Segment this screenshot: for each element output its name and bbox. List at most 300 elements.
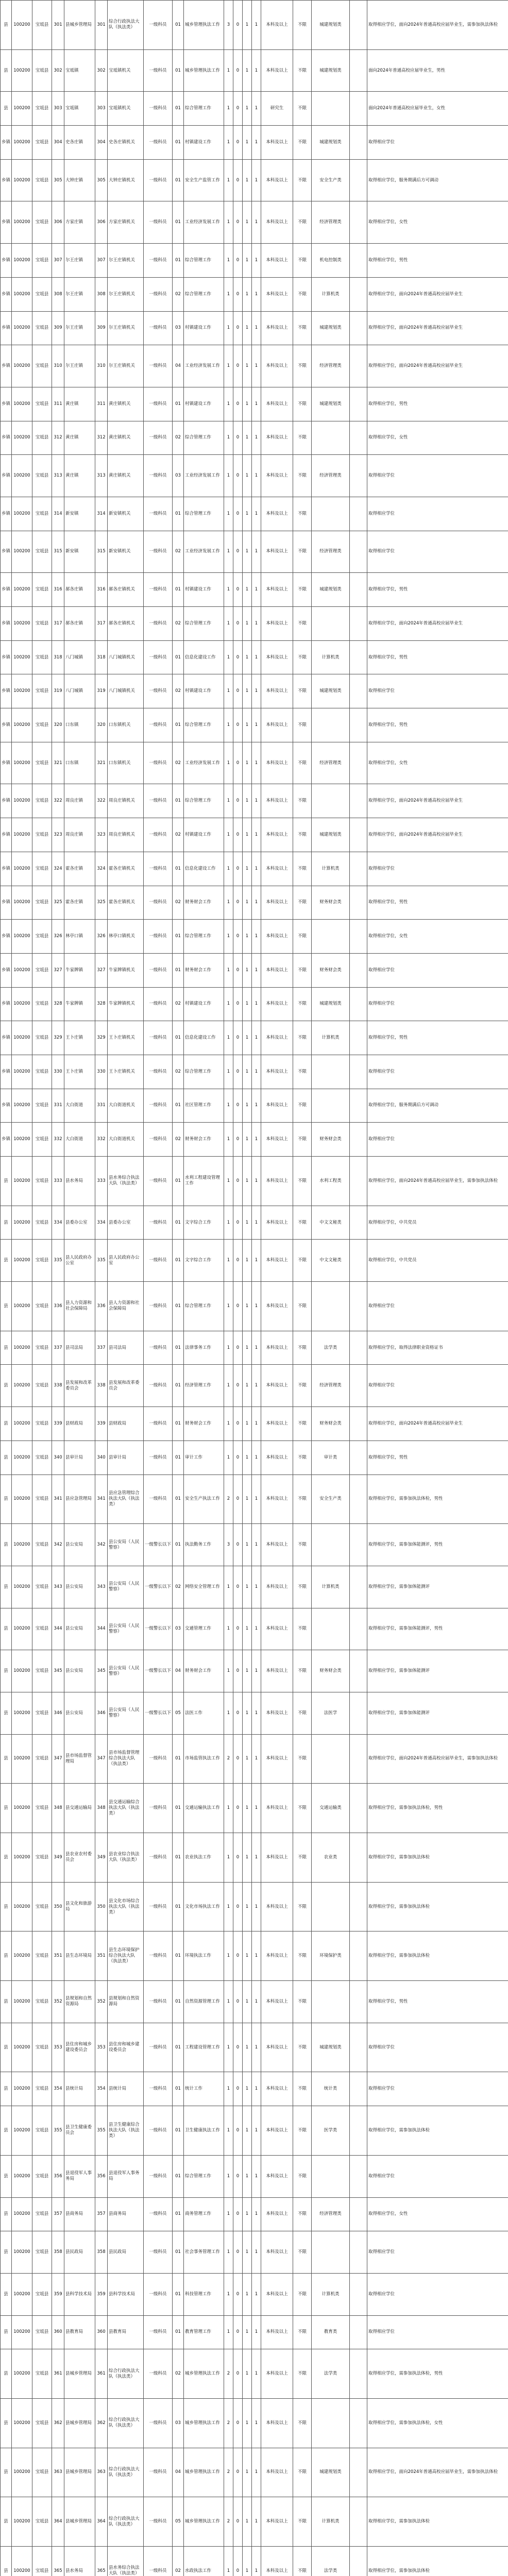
table-cell: 本科及以上 xyxy=(261,2448,293,2497)
table-cell: 取得相应学位，需参加体能测评，男性 xyxy=(367,1608,508,1650)
table-cell xyxy=(350,201,367,244)
table-cell: 1 xyxy=(224,2023,233,2072)
table-cell: 县 xyxy=(1,2349,12,2399)
table-cell: 大白街道 xyxy=(64,1089,95,1123)
table-cell: 1 xyxy=(252,2547,261,2576)
table-cell: 县 xyxy=(1,1734,12,1784)
table-cell: 1 xyxy=(252,1282,261,1331)
table-cell: 100200 xyxy=(12,1734,32,1784)
table-row xyxy=(1,1440,508,1475)
table-cell: 取得相应学位，需参加体能测评 xyxy=(367,1692,508,1734)
table-cell xyxy=(350,2106,367,2156)
table-cell: 取得相应学位，需参加体能测评 xyxy=(367,1650,508,1692)
table-cell: 304 xyxy=(52,126,64,160)
table-cell: 本科及以上 xyxy=(261,1123,293,1157)
table-cell: 本科及以上 xyxy=(261,1734,293,1784)
table-cell: 1 xyxy=(243,2023,252,2072)
table-cell: 宝坻县 xyxy=(32,640,52,674)
table-cell: 346 xyxy=(95,1692,108,1734)
table-cell: 1 xyxy=(252,421,261,455)
table-cell: 取得相应学位，面向2024年普通高校应届毕业生 xyxy=(367,607,508,641)
table-cell: 不限 xyxy=(293,277,312,311)
table-cell: 1 xyxy=(243,1407,252,1441)
table-cell: 1 xyxy=(243,1089,252,1123)
table-cell: 0 xyxy=(233,277,243,311)
table-cell: 取得相应学位，取得法律职业资格证书 xyxy=(367,1331,508,1365)
table-cell: 322 xyxy=(95,784,108,818)
table-cell xyxy=(350,1206,367,1240)
table-cell: 不限 xyxy=(293,2273,312,2315)
table-cell: 不限 xyxy=(293,1650,312,1692)
table-cell: 乡镇 xyxy=(1,573,12,607)
table-cell: 323 xyxy=(95,818,108,852)
table-cell: 一级科员 xyxy=(144,2072,173,2106)
table-cell: 审计工作 xyxy=(184,1440,224,1475)
table-cell: 乡镇 xyxy=(1,1021,12,1055)
table-cell: 1 xyxy=(224,201,233,244)
table-cell: 100200 xyxy=(12,2106,32,2156)
table-cell: 0 xyxy=(233,1157,243,1206)
table-cell: 县 xyxy=(1,2023,12,2072)
table-cell: 口东镇机关 xyxy=(108,708,144,742)
table-cell: 县 xyxy=(1,1566,12,1608)
table-cell: 327 xyxy=(52,953,64,987)
table-cell: 县 xyxy=(1,2231,12,2274)
table-cell: 乡镇 xyxy=(1,920,12,954)
table-cell: 1 xyxy=(224,1440,233,1475)
table-cell: 史各庄镇 xyxy=(64,126,95,160)
table-cell: 349 xyxy=(52,1833,64,1883)
table-cell: 01 xyxy=(173,1,184,50)
table-cell: 城建规划类 xyxy=(312,49,350,92)
table-cell: 365 xyxy=(52,2547,64,2576)
table-cell: 宝坻县 xyxy=(32,1123,52,1157)
table-row xyxy=(1,92,508,126)
table-cell: 一级科员 xyxy=(144,920,173,954)
table-cell: 1 xyxy=(243,1784,252,1833)
table-cell: 100200 xyxy=(12,1882,32,1931)
table-cell xyxy=(350,1981,367,2023)
table-cell: 0 xyxy=(233,2349,243,2399)
table-cell: 1 xyxy=(252,1650,261,1692)
table-cell: 01 xyxy=(173,1734,184,1784)
table-cell xyxy=(350,2398,367,2448)
table-cell: 1 xyxy=(252,1055,261,1089)
table-cell: 1 xyxy=(252,1440,261,1475)
table-cell: 不限 xyxy=(293,201,312,244)
table-cell: 1 xyxy=(252,2231,261,2274)
table-cell: 317 xyxy=(95,607,108,641)
table-cell: 1 xyxy=(243,387,252,421)
table-cell: 财务财会工作 xyxy=(184,953,224,987)
table-cell: 县公安局 xyxy=(64,1608,95,1650)
table-cell: 乡镇 xyxy=(1,818,12,852)
table-cell: 1 xyxy=(243,2106,252,2156)
table-cell: 100200 xyxy=(12,1123,32,1157)
table-cell: 1 xyxy=(252,818,261,852)
table-cell: 331 xyxy=(95,1089,108,1123)
table-cell: 村镇建设工作 xyxy=(184,311,224,345)
table-cell: 牛家牌镇 xyxy=(64,953,95,987)
table-row xyxy=(1,126,508,160)
table-cell: 县公安局 xyxy=(64,1566,95,1608)
table-cell: 02 xyxy=(173,1055,184,1089)
table-cell: 346 xyxy=(52,1692,64,1734)
table-cell: 乡镇 xyxy=(1,886,12,920)
table-cell: 1 xyxy=(243,1608,252,1650)
table-cell: 2 xyxy=(224,2448,233,2497)
table-cell: 财务财会工作 xyxy=(184,1650,224,1692)
table-cell: 环境保护类 xyxy=(312,1931,350,1981)
table-cell: 100200 xyxy=(12,1365,32,1407)
table-cell: 黄庄镇 xyxy=(64,421,95,455)
table-cell: 县 xyxy=(1,2155,12,2197)
table-cell: 100200 xyxy=(12,1055,32,1089)
table-cell: 不限 xyxy=(293,421,312,455)
table-cell: 一级科员 xyxy=(144,1475,173,1524)
table-cell: 100200 xyxy=(12,92,32,126)
table-cell: 3 xyxy=(224,1,233,50)
table-cell: 宝坻县 xyxy=(32,2106,52,2156)
table-cell: 332 xyxy=(95,1123,108,1157)
table-cell: 01 xyxy=(173,1407,184,1441)
table-row xyxy=(1,1089,508,1123)
table-cell: 取得相应学位 xyxy=(367,987,508,1021)
table-cell: 100200 xyxy=(12,1692,32,1734)
table-cell: 342 xyxy=(95,1524,108,1566)
table-cell: 黄庄镇 xyxy=(64,455,95,497)
table-cell: 1 xyxy=(243,640,252,674)
table-cell: 1 xyxy=(252,1407,261,1441)
table-cell: 02 xyxy=(173,1123,184,1157)
table-cell: 330 xyxy=(95,1055,108,1089)
table-cell: 综合管理工作 xyxy=(184,421,224,455)
table-cell: 1 xyxy=(243,573,252,607)
table-cell xyxy=(350,1089,367,1123)
table-cell: 一级科员 xyxy=(144,742,173,784)
table-cell: 0 xyxy=(233,497,243,531)
table-cell: 1 xyxy=(252,1981,261,2023)
table-cell: 郝各庄镇 xyxy=(64,607,95,641)
table-cell: 1 xyxy=(224,2231,233,2274)
table-cell: 1 xyxy=(243,1692,252,1734)
table-cell: 综合管理工作 xyxy=(184,1055,224,1089)
table-cell: 100200 xyxy=(12,201,32,244)
table-cell: 0 xyxy=(233,2273,243,2315)
table-cell xyxy=(350,1,367,50)
table-cell: 县统计局 xyxy=(108,2072,144,2106)
table-cell xyxy=(350,1692,367,1734)
table-cell xyxy=(350,1440,367,1475)
table-cell xyxy=(350,1650,367,1692)
table-cell: 03 xyxy=(173,1608,184,1650)
table-cell: 343 xyxy=(95,1566,108,1608)
table-cell: 1 xyxy=(252,531,261,573)
table-cell: 1 xyxy=(252,201,261,244)
table-cell xyxy=(312,421,350,455)
table-cell: 1 xyxy=(252,784,261,818)
table-cell: 县 xyxy=(1,2273,12,2315)
table-cell xyxy=(350,742,367,784)
table-cell: 322 xyxy=(52,784,64,818)
table-cell: 信息化建设工作 xyxy=(184,1021,224,1055)
table-cell: 不限 xyxy=(293,2448,312,2497)
table-cell: 01 xyxy=(173,1021,184,1055)
table-cell: 经济管理类 xyxy=(312,742,350,784)
table-cell xyxy=(312,607,350,641)
table-cell: 01 xyxy=(173,784,184,818)
table-cell: 一级科员 xyxy=(144,2547,173,2576)
table-row xyxy=(1,1206,508,1240)
table-cell: 本科及以上 xyxy=(261,497,293,531)
table-cell xyxy=(312,2398,350,2448)
table-cell: 100200 xyxy=(12,2497,32,2547)
table-cell: 法学类 xyxy=(312,1331,350,1365)
table-cell: 新安镇 xyxy=(64,531,95,573)
table-cell: 1 xyxy=(252,1882,261,1931)
table-cell: 县农业农村委员会 xyxy=(64,1833,95,1883)
table-cell: 取得相应学位，需参加体能测评，男性 xyxy=(367,1524,508,1566)
table-cell: 取得相应学位 xyxy=(367,497,508,531)
table-cell: 324 xyxy=(95,852,108,886)
table-cell: 宝坻县 xyxy=(32,573,52,607)
table-cell: 大钟庄镇 xyxy=(64,159,95,201)
table-cell: 本科及以上 xyxy=(261,1240,293,1282)
table-cell: 02 xyxy=(173,277,184,311)
table-cell: 牛家牌镇 xyxy=(64,987,95,1021)
table-cell: 综合行政执法大队（执法类） xyxy=(108,2448,144,2497)
table-row xyxy=(1,708,508,742)
table-row xyxy=(1,2197,508,2231)
table-cell: 1 xyxy=(252,497,261,531)
table-cell: 一级科员 xyxy=(144,455,173,497)
table-cell: 乡镇 xyxy=(1,1055,12,1089)
table-cell: 01 xyxy=(173,1240,184,1282)
table-cell: 一级科员 xyxy=(144,2273,173,2315)
table-cell: 305 xyxy=(52,159,64,201)
table-cell: 县发展和改革委员会 xyxy=(64,1365,95,1407)
table-cell xyxy=(350,640,367,674)
table-cell: 县退役军人事务局 xyxy=(108,2155,144,2197)
table-cell: 经济管理类 xyxy=(312,2197,350,2231)
table-cell: 313 xyxy=(52,455,64,497)
table-cell: 1 xyxy=(243,987,252,1021)
table-cell: 宝坻县 xyxy=(32,311,52,345)
table-cell: 安全生产类 xyxy=(312,159,350,201)
table-cell: 01 xyxy=(173,920,184,954)
table-cell: 326 xyxy=(95,920,108,954)
table-cell: 县城乡管理局 xyxy=(64,1,95,50)
table-cell: 100200 xyxy=(12,497,32,531)
table-cell: 宝坻县 xyxy=(32,1833,52,1883)
table-cell: 取得相应学位 xyxy=(367,1055,508,1089)
table-cell: 1 xyxy=(224,1055,233,1089)
table-cell: 1 xyxy=(252,2106,261,2156)
table-cell: 本科及以上 xyxy=(261,1089,293,1123)
table-cell: 村镇建设工作 xyxy=(184,387,224,421)
table-cell: 01 xyxy=(173,2023,184,2072)
table-cell: 法医学 xyxy=(312,1692,350,1734)
table-cell: 周良庄镇 xyxy=(64,784,95,818)
table-cell: 取得相应学位 xyxy=(367,953,508,987)
table-cell: 本科及以上 xyxy=(261,1931,293,1981)
table-cell: 县市场监督管理局 xyxy=(64,1734,95,1784)
table-cell: 1 xyxy=(243,1365,252,1407)
table-cell: 财务财会类 xyxy=(312,1650,350,1692)
table-cell: 1 xyxy=(252,2398,261,2448)
table-cell: 不限 xyxy=(293,455,312,497)
table-cell: 100200 xyxy=(12,2197,32,2231)
table-cell: 329 xyxy=(95,1021,108,1055)
table-cell: 357 xyxy=(52,2197,64,2231)
table-cell: 县卫生健康综合执法大队（执法类） xyxy=(108,2106,144,2156)
table-row xyxy=(1,1882,508,1931)
table-cell: 3 xyxy=(224,1524,233,1566)
table-cell: 宝坻县 xyxy=(32,708,52,742)
table-cell: 100200 xyxy=(12,2349,32,2399)
table-cell: 不限 xyxy=(293,92,312,126)
table-cell: 八门城镇机关 xyxy=(108,640,144,674)
table-row xyxy=(1,244,508,278)
table-cell: 乡镇 xyxy=(1,345,12,387)
table-cell: 乡镇 xyxy=(1,1123,12,1157)
table-cell: 321 xyxy=(95,742,108,784)
table-cell: 宝坻县 xyxy=(32,2497,52,2547)
table-row xyxy=(1,1123,508,1157)
table-cell: 信息化建设工作 xyxy=(184,852,224,886)
table-cell: 乡镇 xyxy=(1,421,12,455)
table-cell: 0 xyxy=(233,126,243,160)
table-cell: 0 xyxy=(233,2106,243,2156)
table-cell: 县公安局 xyxy=(64,1650,95,1692)
table-cell: 县 xyxy=(1,2398,12,2448)
table-cell: 县 xyxy=(1,2497,12,2547)
table-cell: 综合管理工作 xyxy=(184,2155,224,2197)
table-cell: 综合管理工作 xyxy=(184,1282,224,1331)
table-cell: 教育类 xyxy=(312,2315,350,2349)
table-cell: 不限 xyxy=(293,1365,312,1407)
table-cell: 不限 xyxy=(293,159,312,201)
table-cell: 1 xyxy=(224,1833,233,1883)
table-cell: 100200 xyxy=(12,852,32,886)
table-cell: 100200 xyxy=(12,277,32,311)
table-cell xyxy=(312,1524,350,1566)
table-cell: 1 xyxy=(243,1440,252,1475)
table-cell: 一级科员 xyxy=(144,1206,173,1240)
table-cell: 不限 xyxy=(293,1331,312,1365)
table-cell: 05 xyxy=(173,2497,184,2547)
table-cell: 宝坻县 xyxy=(32,953,52,987)
table-cell: 1 xyxy=(224,708,233,742)
table-row xyxy=(1,2547,508,2576)
table-cell: 宝坻县 xyxy=(32,421,52,455)
table-cell: 县 xyxy=(1,1692,12,1734)
table-cell: 一级科员 xyxy=(144,311,173,345)
table-cell: 乡镇 xyxy=(1,607,12,641)
table-cell: 01 xyxy=(173,2072,184,2106)
table-cell: 工业经济发展工作 xyxy=(184,455,224,497)
table-cell: 乡镇 xyxy=(1,674,12,708)
table-cell: 本科及以上 xyxy=(261,886,293,920)
table-cell: 面向2024年普通高校应届毕业生，男性 xyxy=(367,49,508,92)
table-cell: 307 xyxy=(52,244,64,278)
table-row xyxy=(1,2448,508,2497)
table-cell xyxy=(350,1240,367,1282)
table-cell: 取得相应学位，男性 xyxy=(367,1981,508,2023)
table-cell: 0 xyxy=(233,531,243,573)
table-cell: 100200 xyxy=(12,1407,32,1441)
table-cell: 338 xyxy=(95,1365,108,1407)
table-cell: 100200 xyxy=(12,1608,32,1650)
table-cell: 乡镇 xyxy=(1,987,12,1021)
table-cell: 0 xyxy=(233,1055,243,1089)
table-cell: 一级科员 xyxy=(144,201,173,244)
table-row xyxy=(1,2398,508,2448)
table-cell xyxy=(350,49,367,92)
table-cell xyxy=(350,2315,367,2349)
table-cell: 县文化市场综合执法大队（执法类） xyxy=(108,1882,144,1931)
table-cell: 0 xyxy=(233,1021,243,1055)
table-cell xyxy=(350,708,367,742)
table-cell: 1 xyxy=(224,49,233,92)
table-cell: 村镇建设工作 xyxy=(184,987,224,1021)
table-cell: 不限 xyxy=(293,2398,312,2448)
table-cell: 商务管理工作 xyxy=(184,2197,224,2231)
table-cell: 本科及以上 xyxy=(261,531,293,573)
table-cell: 尔王庄镇 xyxy=(64,345,95,387)
table-cell: 医学类 xyxy=(312,2106,350,2156)
table-cell: 1 xyxy=(252,345,261,387)
table-cell: 01 xyxy=(173,953,184,987)
table-cell xyxy=(312,1282,350,1331)
table-row xyxy=(1,1365,508,1407)
table-cell: 1 xyxy=(243,1240,252,1282)
table-cell: 1 xyxy=(252,92,261,126)
table-cell: 100200 xyxy=(12,708,32,742)
table-cell: 不限 xyxy=(293,674,312,708)
table-row xyxy=(1,1784,508,1833)
table-cell: 不限 xyxy=(293,2197,312,2231)
table-cell: 05 xyxy=(173,1692,184,1734)
table-cell: 352 xyxy=(95,1981,108,2023)
table-cell: 本科及以上 xyxy=(261,1365,293,1407)
table-cell: 一级科员 xyxy=(144,1931,173,1981)
table-cell: 宝坻县 xyxy=(32,387,52,421)
table-cell: 县统计局 xyxy=(64,2072,95,2106)
table-cell: 乡镇 xyxy=(1,640,12,674)
table-cell: 宝坻县 xyxy=(32,244,52,278)
table-cell: 319 xyxy=(52,674,64,708)
table-cell: 1 xyxy=(252,573,261,607)
table-cell: 县民政局 xyxy=(108,2231,144,2274)
table-cell: 336 xyxy=(52,1282,64,1331)
table-cell: 交通运输类 xyxy=(312,1784,350,1833)
table-cell: 1 xyxy=(224,1240,233,1282)
table-cell: 不限 xyxy=(293,2315,312,2349)
table-cell xyxy=(350,2273,367,2315)
table-cell: 315 xyxy=(52,531,64,573)
table-cell: 本科及以上 xyxy=(261,818,293,852)
table-cell: 100200 xyxy=(12,2315,32,2349)
table-cell: 0 xyxy=(233,2497,243,2547)
table-cell: 尔王庄镇 xyxy=(64,244,95,278)
table-cell: 县 xyxy=(1,2315,12,2349)
table-cell: 县 xyxy=(1,2547,12,2576)
table-cell: 1 xyxy=(243,1882,252,1931)
table-cell: 0 xyxy=(233,1566,243,1608)
table-row xyxy=(1,421,508,455)
table-cell xyxy=(350,244,367,278)
